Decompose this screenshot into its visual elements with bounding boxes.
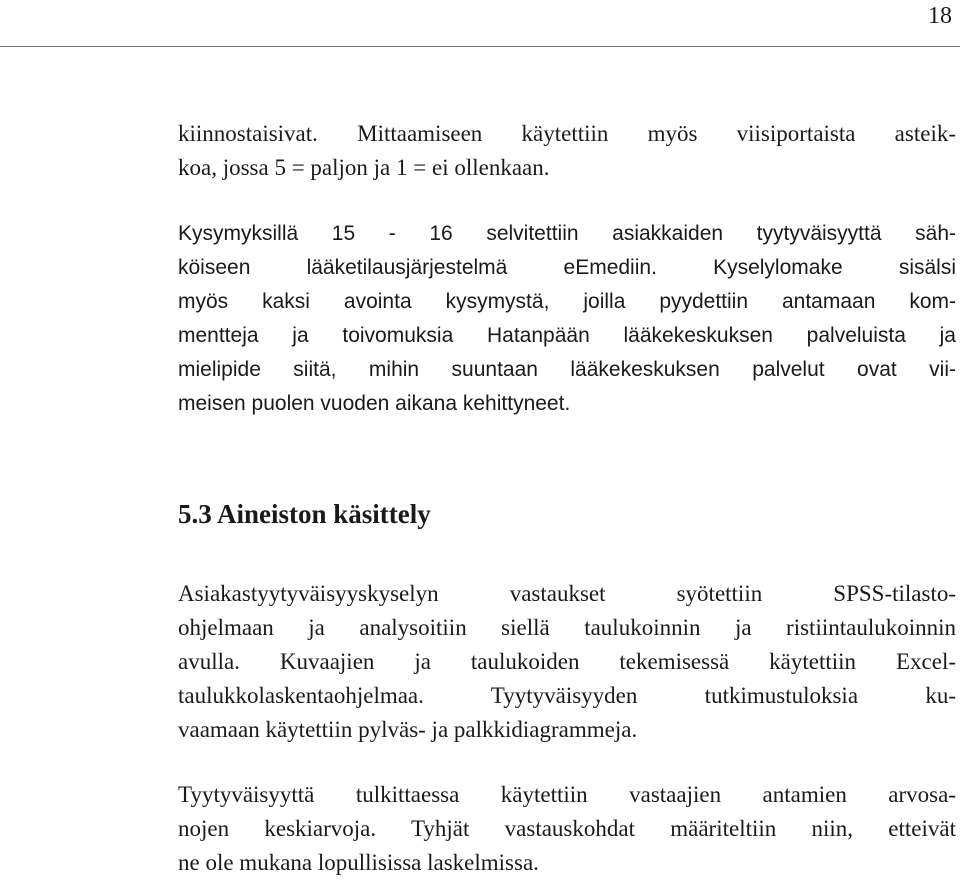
- paragraph-1-line-1: kiinnostaisivat. Mittaamiseen käytettiin myös viisiportaista asteik-: [178, 121, 956, 146]
- paragraph-2-line-4: mentteja ja toivomuksia Hatanpään lääkekeskuksen palveluista ja: [178, 324, 956, 347]
- paragraph-2-line-1: Kysymyksillä 15 - 16 selvitettiin asiakkaiden tyytyväisyyttä säh-: [178, 222, 956, 245]
- paragraph-2-line-5: mielipide siitä, mihin suuntaan lääkekeskuksen palvelut ovat vii-: [178, 358, 956, 381]
- paragraph-2-line-6: meisen puolen vuoden aikana kehittyneet.: [178, 392, 571, 415]
- section-paragraph-2-line-2: nojen keskiarvoja. Tyhjät vastauskohdat määriteltiin niin, etteivät: [178, 816, 956, 841]
- section-paragraph-2-line-1: Tyytyväisyyttä tulkittaessa käytettiin vastaajien antamien arvosa-: [178, 782, 956, 807]
- section-paragraph-1-line-5: vaamaan käytettiin pylväs- ja palkkidiagrammeja.: [178, 717, 638, 742]
- page-number: 18: [928, 3, 952, 29]
- header-rule: [0, 46, 960, 47]
- section-paragraph-1-line-2: ohjelmaan ja analysoitiin siellä taulukoinnin ja ristiintaulukoinnin: [178, 615, 956, 640]
- section-paragraph-1-line-3: avulla. Kuvaajien ja taulukoiden tekemisessä käytettiin Excel-: [178, 649, 956, 674]
- section-paragraph-1-line-4: taulukkolaskentaohjelmaa. Tyytyväisyyden tutkimustuloksia ku-: [178, 683, 956, 708]
- section-paragraph-1-line-1: Asiakastyytyväisyyskyselyn vastaukset syötettiin SPSS-tilasto-: [178, 581, 956, 606]
- section-paragraph-2-line-3: ne ole mukana lopullisissa laskelmissa.: [178, 850, 539, 875]
- paragraph-1-line-2: koa, jossa 5 = paljon ja 1 = ei ollenkaan.: [178, 155, 550, 180]
- paragraph-2-line-2: köiseen lääketilausjärjestelmä eEmediin. Kyselylomake sisälsi: [178, 256, 956, 279]
- paragraph-2-line-3: myös kaksi avointa kysymystä, joilla pyydettiin antamaan kom-: [178, 290, 956, 313]
- section-heading: 5.3 Aineiston käsittely: [178, 499, 431, 529]
